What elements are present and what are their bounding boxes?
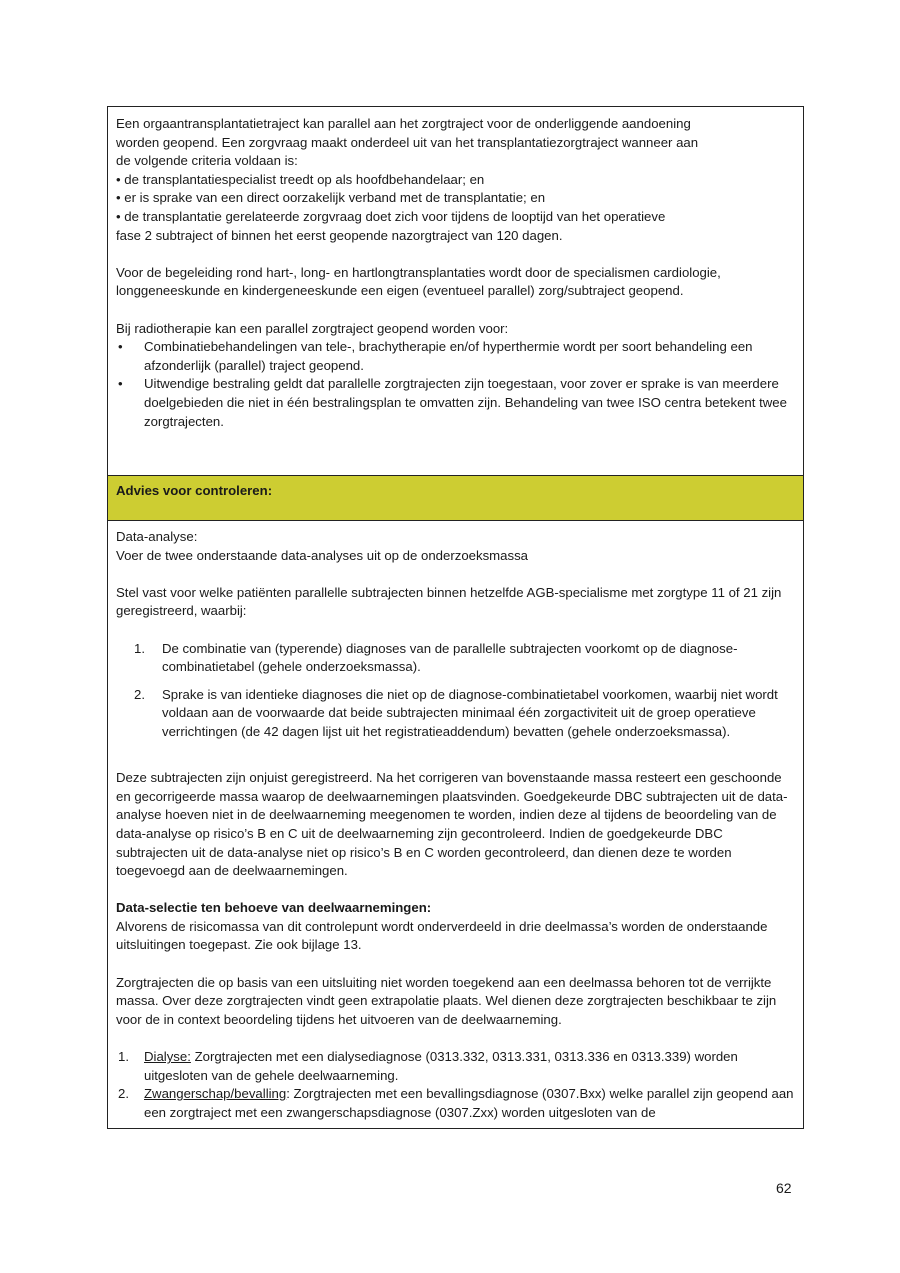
bullet-icon: • — [118, 376, 123, 392]
content-table — [107, 106, 804, 1129]
criteria-item: • er is sprake van een direct oorzakelijk verband met de transplantatie; en — [116, 190, 546, 206]
page-number: 62 — [776, 1180, 792, 1196]
advice-header: Advies voor controleren: — [108, 476, 803, 521]
exclusion-text: Zorgtrajecten met een dialysediagnose (0313.332, 0313.331, 0313.336 en 0313.339) worden uitgesloten van de gehele deelwaarneming. — [144, 1049, 738, 1083]
onjuist-paragraph: Deze subtrajecten zijn onjuist geregistreerd. Na het corrigeren van bovenstaande massa resteert een geschoonde en gecorrigeerde massa waarop de deelwaarnemingen plaatsvinden. Goedgekeurde DBC subtrajecten uit de data-analyse hoeven niet in de deelwaarneming meegenomen te worden, indien deze al tijdens de beoordeling van de data-analyse op risico’s B en C uit de deelwaarneming zijn gecontroleerd. Indien de goedgekeurde DBC subtrajecten uit de data-analyse niet op risico’s B en C worden gecontroleerd, dan dienen deze te worden toegevoegd aan de deelwaarnemingen. — [116, 770, 788, 879]
criteria-item: • de transplantatie gerelateerde zorgvraag doet zich voor tijdens de looptijd van het operatieve — [116, 208, 666, 224]
radiotherapie-intro: Bij radiotherapie kan een parallel zorgtraject geopend worden voor: — [116, 320, 509, 336]
exclusion-item — [116, 1048, 795, 1085]
data-selectie-heading: Data-selectie ten behoeve van deelwaarnemingen: — [116, 900, 432, 916]
advice-section — [108, 521, 803, 1128]
exclusion-label: Dialyse: — [144, 1049, 191, 1065]
radiotherapie-item — [116, 338, 795, 375]
analysis-list — [116, 640, 795, 742]
exclusion-label: Zwangerschap/bevalling — [144, 1086, 287, 1102]
radiotherapie-item-text: Uitwendige bestraling geldt dat parallelle zorgtrajecten zijn toegestaan, voor zover er sprake is van meerdere doelgebieden die niet in één bestralingsplan te omvatten zijn. Behandeling van twee ISO centra betekent twee zorgtrajecten. — [144, 376, 787, 429]
data-selectie-text: Alvorens de risicomassa van dit controlepunt wordt onderverdeeld in drie deelmassa’s worden de onderstaande uitsluitingen toegepast. Zie ook bijlage 13. — [116, 918, 768, 953]
exclusion-number: 1. — [118, 1049, 129, 1065]
intro-line: Een orgaantransplantatietraject kan parallel aan het zorgtraject voor de onderliggende aandoening — [116, 116, 691, 131]
radiotherapie-item — [116, 375, 795, 431]
hart-long-paragraph: Voor de begeleiding rond hart-, long- en hartlongtransplantaties wordt door de specialismen cardiologie, longgeneeskunde en kindergeneeskunde een eigen (eventueel parallel) zorg/subtraject geopend. — [116, 264, 721, 299]
bullet-icon: • — [118, 339, 123, 355]
criteria-item: • de transplantatiespecialist treedt op als hoofdbehandelaar; en — [116, 171, 485, 187]
exclusion-item — [116, 1085, 795, 1122]
analysis-item — [116, 686, 795, 742]
criteria-continuation: fase 2 subtraject of binnen het eerst geopende nazorgtraject van 120 dagen. — [116, 227, 563, 243]
radiotherapie-list — [116, 338, 795, 431]
intro-line: de volgende criteria voldaan is: — [116, 153, 298, 169]
exclusion-text: : Zorgtrajecten met een bevallingsdiagnose (0307.Bxx) welke parallel zijn geopend aan een zorgtraject met een zwangerschapsdiagnose (0307.Zxx) worden uitgesloten van de — [144, 1086, 794, 1120]
uitsluiting-paragraph: Zorgtrajecten die op basis van een uitsluiting niet worden toegekend aan een deelmassa behoren tot de verrijkte massa. Over deze zorgtrajecten vindt geen extrapolatie plaats. Wel dienen deze zorgtrajecten beschikbaar te zijn voor de in context beoordeling tijdens het uitvoeren van de deelwaarneming. — [116, 974, 777, 1027]
analysis-item — [116, 640, 795, 677]
transplant-radiotherapy-section — [108, 107, 803, 476]
intro-line: worden geopend. Een zorgvraag maakt onderdeel uit van het transplantatiezorgtraject wanneer aan — [116, 134, 699, 150]
radiotherapie-item-text: Combinatiebehandelingen van tele-, brachytherapie en/of hyperthermie wordt per soort behandeling een afzonderlijk (parallel) traject geopend. — [144, 339, 753, 373]
stel-vast-paragraph: Stel vast voor welke patiënten parallelle subtrajecten binnen hetzelfde AGB-specialisme met zorgtype 11 of 21 zijn geregistreerd, waarbij: — [116, 584, 782, 619]
analysis-text: De combinatie van (typerende) diagnoses van de parallelle subtrajecten voorkomt op de diagnose-combinatietabel (gehele onderzoeksmassa). — [162, 640, 738, 675]
exclusion-number: 2. — [118, 1086, 129, 1102]
analysis-number: 2. — [134, 686, 145, 702]
data-analyse-heading: Data-analyse: — [116, 529, 198, 544]
data-analyse-intro: Voer de twee onderstaande data-analyses uit op de onderzoeksmassa — [116, 547, 529, 563]
exclusion-list — [116, 1048, 795, 1122]
analysis-text: Sprake is van identieke diagnoses die niet op de diagnose-combinatietabel voorkomen, waarbij niet wordt voldaan aan de voorwaarde dat beide subtrajecten minimaal één zorgactiviteit uit de groep operatieve verrichtingen (de 42 dagen lijst uit het registratieaddendum) bevatten (gehele onderzoeksmassa). — [162, 686, 778, 739]
analysis-number: 1. — [134, 640, 145, 656]
